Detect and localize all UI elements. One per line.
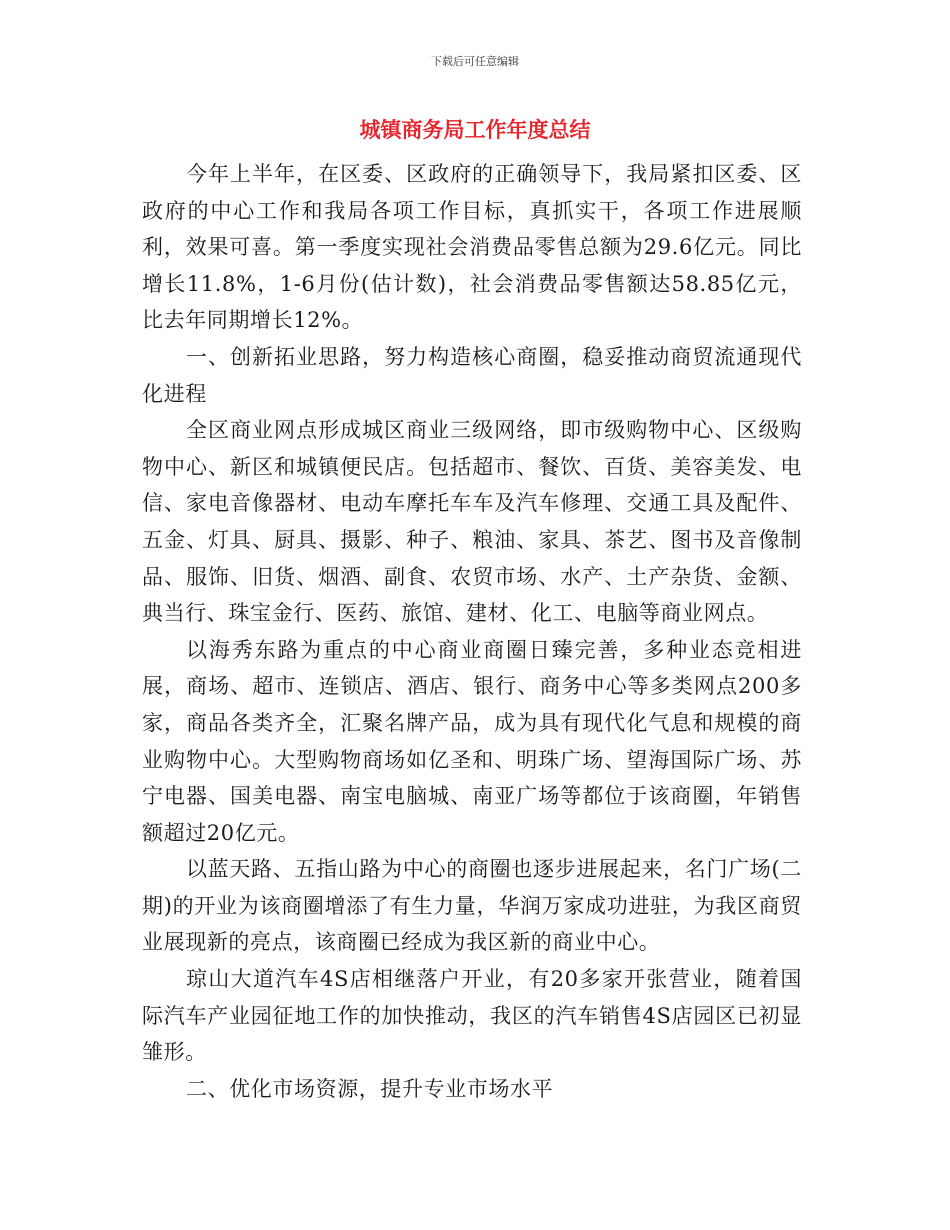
paragraph-haixiu-district: 以海秀东路为重点的中心商业商圈日臻完善，多种业态竞相进展，商场、超市、连锁店、酒店、银行、商务中心等多类网点200多家，商品各类齐全，汇聚名牌产品，成为具有现代化气息和规模的商业购物中心。大型购物商场如亿圣和、明珠广场、望海国际广场、苏宁电器、国美电器、南宝电脑城、南亚广场等都位于该商圈，年销售额超过20亿元。 <box>142 637 802 845</box>
paragraph-intro: 今年上半年，在区委、区政府的正确领导下，我局紧扣区委、区政府的中心工作和我局各项工作目标，真抓实干，各项工作进展顺利，效果可喜。第一季度实现社会消费品零售总额为29.6亿元。同比增长11.8%，1-6月份(估计数)，社会消费品零售额达58.85亿元，比去年同期增长12%。 <box>142 162 802 333</box>
paragraph-lantian-district: 以蓝天路、五指山路为中心的商圈也逐步进展起来，名门广场(二期)的开业为该商圈增添了有生力量，华润万家成功进驻，为我区商贸业展现新的亮点，该商圈已经成为我区新的商业中心。 <box>142 857 802 955</box>
document-title: 城镇商务局工作年度总结 <box>359 118 591 142</box>
section-heading-1: 一、创新拓业思路，努力构造核心商圈，稳妥推动商贸流通现代化进程 <box>142 344 802 406</box>
paragraph-commercial-network: 全区商业网点形成城区商业三级网络，即市级购物中心、区级购物中心、新区和城镇便民店。包括超市、餐饮、百货、美容美发、电信、家电音像器材、电动车摩托车车及汽车修理、交通工具及配件、五金、灯具、厨具、摄影、种子、粮油、家具、茶艺、图书及音像制品、服饰、旧货、烟酒、副食、农贸市场、水产、土产杂货、金额、典当行、珠宝金行、医药、旅馆、建材、化工、电脑等商业网点。 <box>142 418 802 626</box>
section-heading-2: 二、优化市场资源，提升专业市场水平 <box>186 1076 554 1101</box>
header-note: 下载后可任意编辑 <box>431 55 519 68</box>
document-body <box>142 156 802 1107</box>
paragraph-4s-stores: 琼山大道汽车4S店相继落户开业，有20多家开张营业，随着国际汽车产业园征地工作的加快推动，我区的汽车销售4S店园区已初显雏形。 <box>142 967 802 1065</box>
